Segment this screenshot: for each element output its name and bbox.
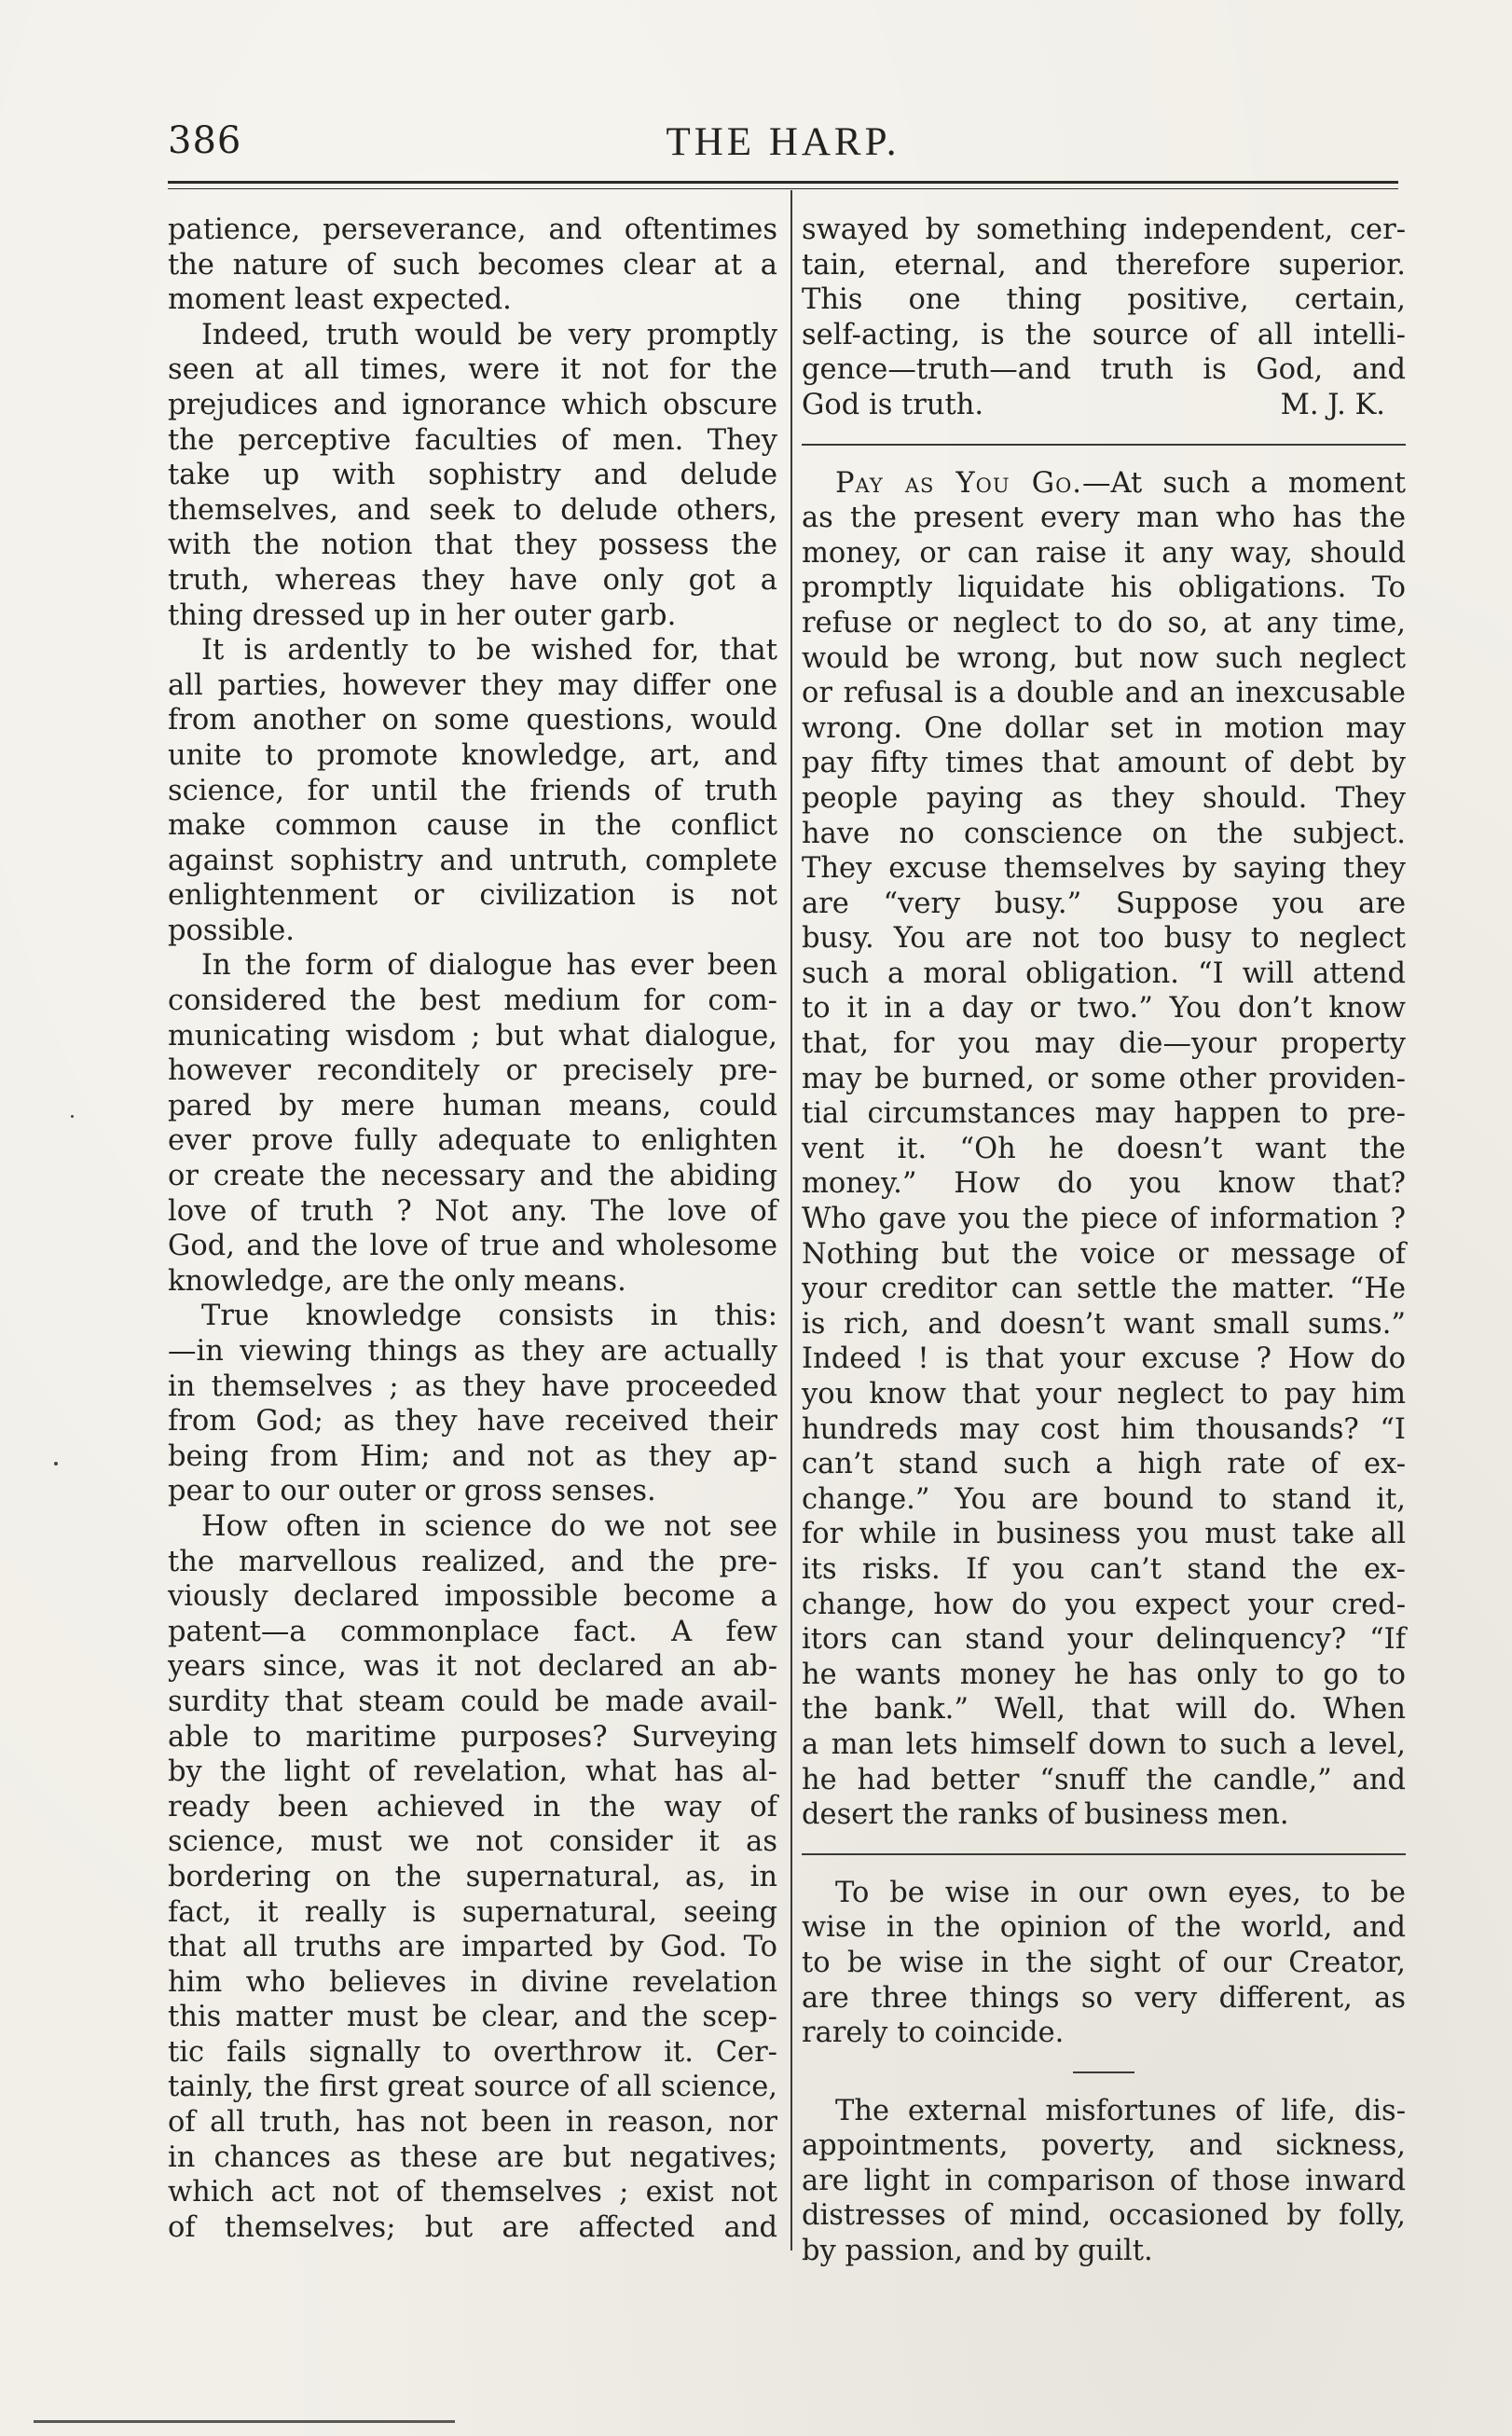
text-line: busy. You are not too busy to neglect [802, 922, 1406, 956]
text-line: God, and the love of true and wholesome [168, 1230, 777, 1263]
text-line: being from Him; and not as they ap- [168, 1439, 777, 1473]
text-line: How often in science do we not see [201, 1509, 777, 1543]
page-number: 386 [168, 119, 242, 162]
text-line: tial circumstances may happen to pre- [802, 1097, 1406, 1131]
text-line: This one thing positive, certain, [802, 283, 1406, 317]
text-line: hundreds may cost him thousands? “I [802, 1412, 1406, 1446]
text-line: to be wise in the sight of our Creator, [802, 1946, 1406, 1979]
pay-first-line [802, 466, 1406, 502]
paragraph-wise [802, 1876, 1406, 2051]
text-line: however reconditely or precisely pre- [168, 1054, 777, 1088]
author-signature: M. J. K. [1280, 388, 1385, 421]
text-line: or refusal is a double and an inexcusable [802, 677, 1406, 710]
signature-line [802, 388, 1406, 423]
text-line: the marvellous realized, and the pre- [168, 1545, 777, 1578]
text-line: surdity that steam could be made avail- [168, 1685, 777, 1718]
text-line: wrong. One dollar set in motion may [802, 711, 1406, 745]
text-line: moment least expected. [168, 283, 512, 317]
text-line: swayed by something independent, cer- [802, 213, 1406, 246]
text-line: would be wrong, but now such neglect [802, 641, 1406, 675]
text-line: change, how do you expect your cred- [802, 1588, 1406, 1621]
header-rule-thin [168, 188, 1398, 189]
text-line: knowledge, are the only means. [168, 1264, 626, 1298]
text-line: love of truth ? Not any. The love of [168, 1194, 777, 1228]
paragraph-misfortunes [802, 2094, 1406, 2269]
short-divider [1073, 2071, 1134, 2073]
text-line: he had better “snuff the candle,” and [802, 1763, 1406, 1796]
text-line: The external misfortunes of life, dis- [835, 2094, 1406, 2127]
wise-body [802, 1876, 1406, 2016]
text-line: the nature of such becomes clear at a [168, 248, 777, 282]
bottom-edge-rule [34, 2420, 455, 2423]
text-line: Nothing but the voice or message of [802, 1237, 1406, 1271]
text-line: True knowledge consists in this: [201, 1300, 777, 1333]
text-line: enlightenment or civilization is not [168, 879, 777, 913]
text-line: gence—truth—and truth is God, and [802, 353, 1406, 387]
text-line: bordering on the supernatural, as, in [168, 1860, 777, 1893]
text-line: appointments, poverty, and sickness, [802, 2129, 1406, 2163]
text-line: are “very busy.” Suppose you are [802, 887, 1406, 920]
wise-last-line: rarely to coincide. [802, 2016, 1065, 2050]
text-line: the bank.” Well, that will do. When [802, 1693, 1406, 1727]
text-line: pear to our outer or gross senses. [168, 1475, 656, 1508]
text-line: tic fails signally to overthrow it. Cer- [168, 2035, 777, 2069]
text-line: money, or can raise it any way, should [802, 536, 1406, 570]
text-line: him who believes in divine revelation [168, 1965, 777, 1999]
text-line: patent—a commonplace fact. A few [168, 1615, 777, 1648]
text-line: take up with sophistry and delude [168, 459, 777, 492]
text-line: pared by mere human means, could [168, 1089, 777, 1122]
header-rule-thick [168, 181, 1398, 184]
text-line: are three things so very different, as [802, 1981, 1406, 2015]
page-header [168, 119, 1398, 175]
paragraph-indeed-truth [168, 318, 777, 633]
text-line: change.” You are bound to stand it, [802, 1482, 1406, 1516]
text-line: of themselves; but are affected and [168, 2210, 777, 2244]
text-line: against sophistry and untruth, complete [168, 844, 777, 877]
text-line: patience, perseverance, and oftentimes [168, 213, 777, 246]
text-line: in chances as these are but negatives; [168, 2140, 777, 2174]
text-line: you know that your neglect to pay him [802, 1378, 1406, 1411]
paragraph-pay-as-you-go [802, 466, 1406, 1833]
misfortune-body [802, 2094, 1406, 2234]
text-line: your creditor can settle the matter. “He [802, 1273, 1406, 1306]
text-line: in themselves ; as they have proceeded [168, 1369, 777, 1403]
text-line: vent it. “Oh he doesn’t want the [802, 1132, 1406, 1165]
text-line: years since, was it not declared an ab- [168, 1650, 777, 1684]
text-line: a man lets himself down to such a level, [802, 1727, 1406, 1761]
text-line: by the light of revelation, what has al- [168, 1755, 777, 1789]
text-line: refuse or neglect to do so, at any time, [802, 606, 1406, 640]
text-line: tain, eternal, and therefore superior. [802, 248, 1406, 282]
text-line: self-acting, is the source of all intelli- [802, 318, 1406, 351]
text-line: tainly, the first great source of all science, [168, 2071, 777, 2104]
paragraph-continuation [802, 213, 1406, 388]
text-line: people paying as they should. They [802, 781, 1406, 815]
text-line: ready been achieved in the way of [168, 1790, 777, 1824]
text-line: with the notion that they possess the [168, 529, 777, 562]
text-line: make common cause in the conflict [168, 809, 777, 843]
text-line: municating wisdom ; but what dialogue, [168, 1019, 777, 1053]
paragraph-dialogue [168, 948, 777, 1299]
text-line: money.” How do you know that? [802, 1167, 1406, 1201]
text-line: themselves, and seek to delude others, [168, 493, 777, 527]
text-line: Who gave you the piece of information ? [802, 1203, 1406, 1236]
paragraph-science [168, 1509, 777, 2245]
text-line: promptly liquidate his obligations. To [802, 571, 1406, 605]
text-line: fact, it really is supernatural, seeing [168, 1895, 777, 1929]
paragraph-true-knowledge [168, 1299, 777, 1509]
right-column [802, 213, 1406, 2269]
text-line: prejudices and ignorance which obscure [168, 388, 777, 421]
text-line: ever prove fully adequate to enlighten [168, 1124, 777, 1158]
text-line: —in viewing things as they are actually [168, 1335, 777, 1368]
text-line: unite to promote knowledge, art, and [168, 738, 777, 772]
text-line: itors can stand your delinquency? “If [802, 1623, 1406, 1657]
text-line: pay fifty times that amount of debt by [802, 747, 1406, 780]
text-line: possible. [168, 914, 295, 947]
text-line: are light in comparison of those inward [802, 2164, 1406, 2197]
text-line: such a moral obligation. “I will attend [802, 957, 1406, 990]
text-line: It is ardently to be wished for, that [201, 634, 777, 667]
page-title: THE HARP. [666, 120, 900, 164]
text-line: from another on some questions, would [168, 704, 777, 737]
text-line: distresses of mind, occasioned by folly, [802, 2199, 1406, 2233]
text-line: may be burned, or some other providen- [802, 1062, 1406, 1095]
text-line: can’t stand such a high rate of ex- [802, 1448, 1406, 1481]
pay-heading: Pay as You Go. [835, 466, 1082, 500]
text-line: considered the best medium for com- [168, 984, 777, 1018]
paragraph-ardently [168, 633, 777, 948]
text-line: as the present every man who has the [802, 502, 1406, 535]
text-line: the perceptive faculties of men. They [168, 423, 777, 457]
text-line: is rich, and doesn’t want small sums.” [802, 1307, 1406, 1341]
left-column [168, 213, 777, 2245]
text-line: Indeed, truth would be very promptly [201, 318, 777, 351]
text-line: wise in the opinion of the world, and [802, 1911, 1406, 1945]
text-line: science, for until the friends of truth [168, 774, 777, 807]
text-line: truth, whereas they have only got a [168, 563, 777, 597]
text-line: They excuse themselves by saying they [802, 852, 1406, 886]
text-line: which act not of themselves ; exist not [168, 2176, 777, 2209]
column-divider [790, 190, 792, 2250]
text-line: he wants money he has only to go to [802, 1658, 1406, 1691]
text-line: In the form of dialogue has ever been [201, 949, 777, 983]
text-line: this matter must be clear, and the scep- [168, 2001, 777, 2034]
continuation-last-line: God is truth. [802, 388, 984, 421]
text-line: that all truths are imparted by God. To [168, 1931, 777, 1964]
text-line: have no conscience on the subject. [802, 817, 1406, 850]
section-divider [802, 444, 1406, 446]
text-line: from God; as they have received their [168, 1405, 777, 1438]
text-line: that, for you may die—your property [802, 1027, 1406, 1061]
paragraph-patience [168, 213, 777, 318]
text-line: all parties, however they may differ one [168, 668, 777, 702]
text-line: science, must we not consider it as [168, 1825, 777, 1859]
misfortune-last-line: by passion, and by guilt. [802, 2235, 1153, 2268]
text-line: thing dressed up in her outer garb. [168, 599, 677, 632]
pay-first-line-rest: —At such a moment [1081, 466, 1406, 500]
text-line: Indeed ! is that your excuse ? How do [802, 1342, 1406, 1376]
text-line: able to maritime purposes? Surveying [168, 1720, 777, 1754]
pay-body [802, 501, 1406, 1797]
text-line: to it in a day or two.” You don’t know [802, 992, 1406, 1025]
text-line: viously declared impossible become a [168, 1580, 777, 1614]
section-divider [802, 1853, 1406, 1855]
text-line: To be wise in our own eyes, to be [835, 1876, 1406, 1909]
text-line: seen at all times, were it not for the [168, 353, 777, 387]
ink-speck [71, 1115, 74, 1118]
ink-speck [54, 1462, 58, 1466]
text-line: of all truth, has not been in reason, nor [168, 2106, 777, 2140]
text-line: its risks. If you can’t stand the ex- [802, 1552, 1406, 1586]
text-line: for while in business you must take all [802, 1518, 1406, 1551]
pay-last-line: desert the ranks of business men. [802, 1798, 1289, 1832]
text-line: or create the necessary and the abiding [168, 1160, 777, 1193]
